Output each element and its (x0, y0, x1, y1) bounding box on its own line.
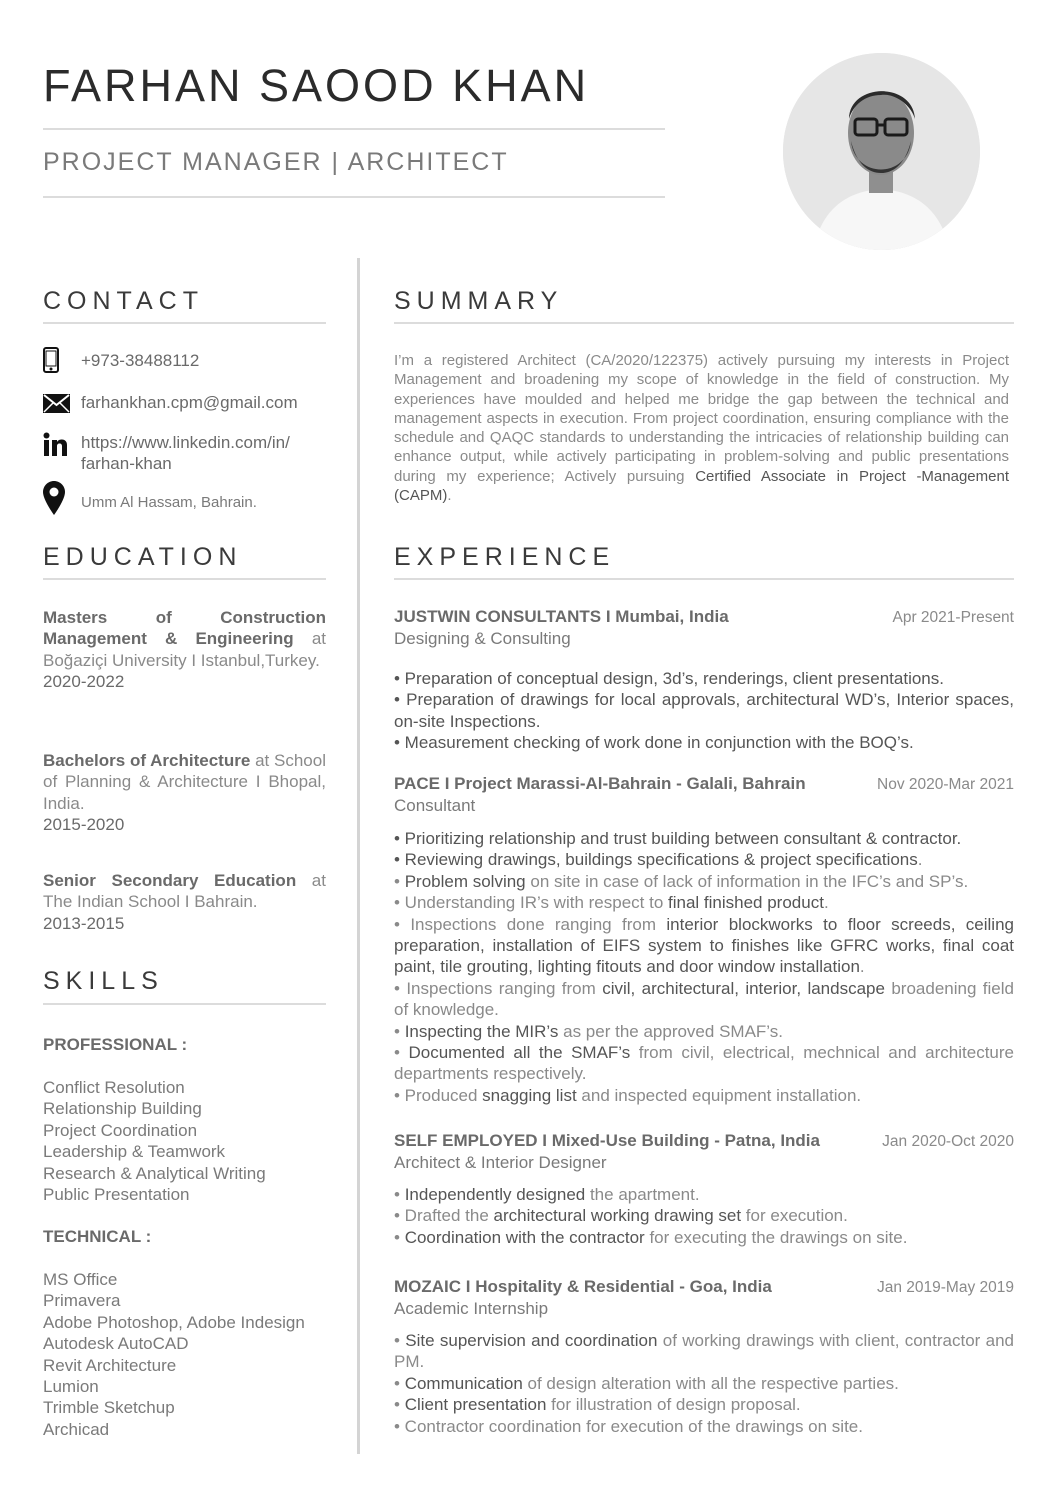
phone-number[interactable]: +973-38488112 (81, 351, 200, 370)
job-dates: Jan 2020-Oct 2020 (882, 1133, 1014, 1150)
summary-end: . (447, 487, 452, 505)
bullet-text: Client presentation (404, 1395, 547, 1415)
edu-school: School of Planning & Architecture I Bhopal, India. (43, 751, 326, 813)
bullet-text: • Reviewing drawings, buildings specifications & project specifications (394, 850, 918, 870)
edu-years: 2013-2015 (43, 913, 125, 933)
job-bullet (394, 732, 1014, 753)
skill-item: Research & Analytical Writing (43, 1163, 266, 1183)
bullet-text: . (859, 957, 865, 977)
job-title: PROJECT MANAGER | ARCHITECT (43, 148, 509, 176)
bullet-text: as per the approved SMAF’s. (558, 1021, 783, 1041)
job-company: JUSTWIN CONSULTANTS I Mumbai, India (394, 607, 729, 626)
summary-text (394, 351, 1009, 505)
education-underline (43, 578, 326, 580)
bullet-text: • Understanding IR’s with respect to (394, 893, 668, 913)
header-divider-bottom (43, 196, 665, 198)
job-bullet (394, 1085, 1014, 1106)
job-bullet (394, 828, 1014, 849)
bullet-text: • (394, 871, 405, 891)
bullet-text: final finished product (668, 893, 824, 913)
location-text: Umm Al Hassam, Bahrain. (81, 494, 257, 511)
bullet-text: Communication (404, 1373, 523, 1393)
bullet-text: • (394, 1043, 409, 1063)
technical-skills-list (43, 1269, 305, 1440)
job-bullet (394, 1394, 1014, 1415)
bullet-text: for execution. (741, 1206, 848, 1226)
linkedin-url-line1[interactable]: https://www.linkedin.com/in/ (81, 433, 290, 452)
contact-location (43, 483, 257, 513)
skill-item: Relationship Building (43, 1099, 202, 1119)
bullet-text: snagging list (482, 1085, 577, 1105)
job-dates: Nov 2020-Mar 2021 (877, 776, 1014, 793)
job-bullet (394, 668, 1014, 689)
job-company: PACE I Project Marassi-Al-Bahrain - Galali, Bahrain (394, 774, 806, 793)
bullet-text: • Drafted the (394, 1206, 494, 1226)
bullet-text: interior blockworks to floor screeds, ceiling preparation, installation of EIFS system to finishes like GFRC works, final coat paint, tile grouting, lighting fitouts and door window installation (394, 914, 1014, 977)
bullet-text: • Contractor coordination for execution of the drawings on site. (394, 1416, 863, 1436)
bullet-text: . (917, 850, 923, 870)
bullet-text: • (394, 1331, 406, 1350)
job-bullet (394, 914, 1014, 978)
experience-entry (394, 1131, 1014, 1248)
bullet-text: • Inspections ranging from (394, 978, 603, 998)
bullet-text: of working drawings with client, contractor and PM. (394, 1331, 1014, 1372)
job-bullets (394, 828, 1014, 1106)
job-company: MOZAIC I Hospitality & Residential - Goa, India (394, 1277, 772, 1296)
job-role: Architect & Interior Designer (394, 1153, 607, 1172)
contact-underline (43, 322, 326, 324)
education-heading: EDUCATION (43, 543, 243, 571)
skill-item: MS Office (43, 1270, 118, 1289)
skills-underline (43, 1003, 326, 1005)
skill-item: Project Coordination (43, 1120, 198, 1140)
bullet-text: • Measurement checking of work done in conjunction with the BOQ’s. (394, 733, 914, 753)
bullet-text: • Produced (394, 1085, 483, 1105)
bullet-text: for executing the drawings on site. (644, 1227, 908, 1247)
job-bullet (394, 1042, 1014, 1085)
professional-skills-list (43, 1077, 266, 1205)
location-pin-icon (43, 483, 81, 513)
profile-photo (783, 53, 980, 250)
column-divider (357, 258, 360, 1454)
summary-underline (394, 322, 1014, 324)
skill-item: Adobe Photoshop, Adobe Indesign (43, 1312, 305, 1332)
education-entry (43, 870, 326, 934)
edu-degree: Senior Secondary Education (43, 871, 297, 890)
bullet-text: and inspected equipment installation. (576, 1085, 862, 1105)
edu-degree: Bachelors of Architecture (43, 751, 251, 770)
edu-years: 2020-2022 (43, 671, 125, 691)
job-bullet (394, 849, 1014, 870)
job-bullet (394, 1184, 1014, 1205)
skill-item: Lumion (43, 1377, 99, 1397)
edu-at: at (296, 871, 326, 890)
bullet-text: • Inspections done ranging from (394, 914, 667, 934)
summary-heading: SUMMARY (394, 287, 564, 315)
bullet-text: civil, architectural, interior, landscape (602, 978, 885, 998)
job-bullet (394, 871, 1014, 892)
edu-at: at (293, 629, 326, 649)
job-bullet (394, 1373, 1014, 1394)
bullet-text: for illustration of design proposal. (546, 1395, 801, 1415)
skill-item: Primavera (43, 1291, 121, 1311)
skill-item: Archicad (43, 1419, 110, 1439)
job-bullet (394, 1021, 1014, 1042)
bullet-text: of design alteration with all the respective parties. (522, 1373, 899, 1393)
edu-years: 2015-2020 (43, 814, 125, 834)
contact-linkedin (43, 432, 290, 474)
experience-entry (394, 1277, 1014, 1437)
bullet-text: from civil, electrical, mechnical and architecture departments respectively. (394, 1043, 1014, 1084)
job-bullet (394, 1227, 1014, 1248)
linkedin-url[interactable] (81, 432, 290, 474)
bullet-text: • (394, 1227, 405, 1247)
contact-heading: CONTACT (43, 287, 204, 315)
bullet-text: • Prioritizing relationship and trust building between consultant & contractor. (394, 829, 962, 848)
job-company: SELF EMPLOYED I Mixed-Use Building - Patna, India (394, 1131, 820, 1150)
edu-school: Boğaziçi University I Istanbul,Turkey. (43, 650, 320, 670)
contact-phone (43, 345, 199, 375)
bullet-text: • (394, 1021, 405, 1041)
email-address[interactable]: farhankhan.cpm@gmail.com (81, 393, 298, 412)
contact-email (43, 388, 298, 418)
job-bullet (394, 1416, 1014, 1437)
linkedin-icon (43, 432, 81, 462)
edu-at: at (250, 751, 275, 770)
bullet-text: • (394, 1185, 405, 1204)
phone-icon (43, 345, 81, 375)
job-bullets (394, 1184, 1014, 1248)
header-divider-top (43, 128, 665, 130)
bullet-text: • (394, 1395, 405, 1415)
education-entry (43, 750, 326, 835)
job-dates: Jan 2019-May 2019 (876, 1279, 1014, 1296)
bullet-text: on site in case of lack of information in the IFC’s and SP’s. (525, 871, 969, 891)
bullet-text: • Preparation of conceptual design, 3d’s, renderings, client presentations. (394, 669, 944, 688)
job-bullet (394, 892, 1014, 913)
portrait-illustration (783, 53, 980, 250)
education-entry (43, 607, 326, 692)
bullet-text: . (823, 893, 829, 913)
skills-heading: SKILLS (43, 967, 164, 995)
job-bullet (394, 1330, 1014, 1373)
job-bullet (394, 978, 1014, 1021)
job-dates: Apr 2021-Present (892, 609, 1014, 626)
job-role: Academic Internship (394, 1299, 549, 1318)
linkedin-url-line2[interactable]: farhan-khan (81, 454, 172, 473)
bullet-text: Independently designed (404, 1185, 586, 1204)
skill-item: Public Presentation (43, 1185, 190, 1205)
skill-item: Revit Architecture (43, 1355, 177, 1375)
bullet-text: broadening field of knowledge. (394, 978, 1014, 1020)
experience-underline (394, 578, 1014, 580)
skill-item: Leadership & Teamwork (43, 1142, 226, 1162)
job-bullets (394, 668, 1014, 754)
job-role: Consultant (394, 796, 476, 815)
bullet-text: architectural working drawing set (493, 1206, 742, 1226)
bullet-text: Coordination with the contractor (404, 1227, 645, 1247)
bullet-text: Documented all the SMAF’s (408, 1043, 631, 1063)
summary-highlight: Certified Associate in Project -Management (CAPM) (394, 467, 1009, 505)
professional-skills-label: PROFESSIONAL : (43, 1035, 188, 1054)
mail-icon (43, 388, 81, 418)
bullet-text: Problem solving (404, 871, 526, 891)
bullet-text: Inspecting the MIR’s (404, 1021, 559, 1041)
job-bullet (394, 689, 1014, 732)
skill-item: Conflict Resolution (43, 1078, 185, 1097)
bullet-text: • (394, 1373, 405, 1393)
bullet-text: the apartment. (585, 1185, 700, 1204)
skill-item: Autodesk AutoCAD (43, 1334, 189, 1354)
edu-degree: Masters of Construction Management & Engineering (43, 608, 326, 649)
bullet-text: • Preparation of drawings for local approvals, architectural WD’s, Interior spaces, on-site Inspections. (394, 690, 1014, 731)
candidate-name: FARHAN SAOOD KHAN (43, 60, 590, 111)
job-bullets (394, 1330, 1014, 1437)
job-bullet (394, 1205, 1014, 1226)
edu-school: The Indian School I Bahrain. (43, 892, 258, 912)
bullet-text: Site supervision and coordination (405, 1331, 658, 1350)
experience-entry (394, 774, 1014, 1106)
experience-entry (394, 607, 1014, 754)
job-role: Designing & Consulting (394, 629, 571, 648)
experience-heading: EXPERIENCE (394, 543, 616, 571)
summary-body: I’m a registered Architect (CA/2020/122375) actively pursuing my interests in Project Management and broadening my scope of knowledge in the field of construction. My experiences have moulded and helped me bridge the gap between the technical and management aspects in execution. From project coordination, ensuring compliance with the schedule and QAQC standards to understanding the intricacies of relationship building can enhance output, while actively participating in problem-solving and public presentations during my experience; Actively pursuing (394, 352, 1009, 485)
skill-item: Trimble Sketchup (43, 1398, 175, 1418)
technical-skills-label: TECHNICAL : (43, 1227, 152, 1246)
